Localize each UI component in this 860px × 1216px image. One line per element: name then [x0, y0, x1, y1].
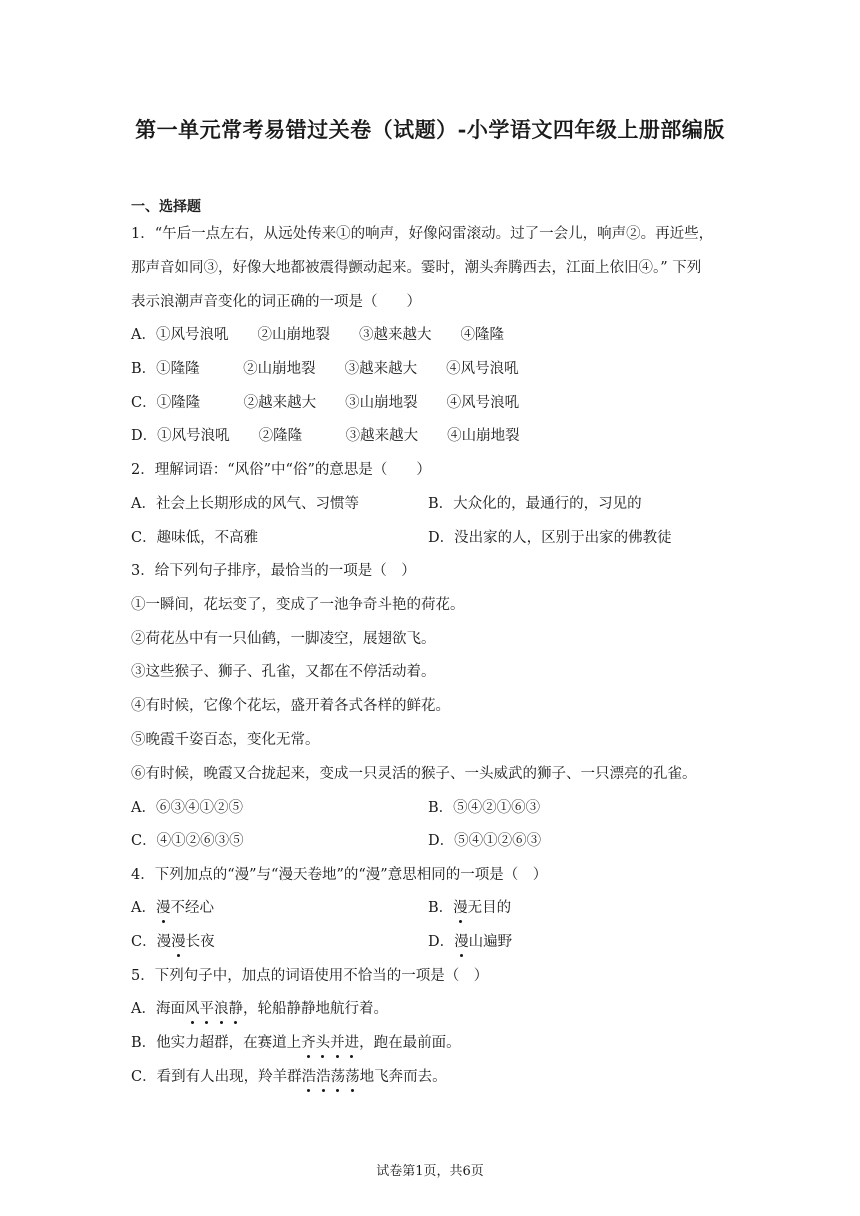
- option-prefix: D．: [428, 934, 455, 950]
- dotted-char: 漫: [171, 934, 186, 950]
- q3-sentence-2: ②荷花丛中有一只仙鹤，一脚凌空，展翅欲飞。: [131, 631, 436, 647]
- dotted-char: 漫: [453, 900, 468, 916]
- dotted-char: 头: [315, 1035, 331, 1051]
- dotted-char: 静: [228, 1001, 243, 1017]
- q4-option-b: [428, 898, 511, 918]
- dotted-char: 浩: [316, 1069, 331, 1085]
- q1-option-d: D．①风号浪吼 ②隆隆 ③越来越大 ④山崩地裂: [131, 428, 520, 444]
- q5-option-b: [131, 1033, 461, 1053]
- option-text: C．看到有人出现，羚羊群: [131, 1069, 302, 1085]
- option-text: ，跑在最前面。: [359, 1035, 461, 1051]
- option-prefix: A．: [131, 900, 156, 916]
- dotted-char: 风: [184, 1001, 200, 1017]
- q4-option-a: [131, 898, 214, 918]
- q3-sentence-3: ③这些猴子、狮子、孔雀，又都在不停活动着。: [131, 664, 436, 680]
- q3-option-a: A．⑥③④①②⑤: [131, 800, 243, 816]
- q2-option-b: B．大众化的，最通行的，习见的: [428, 496, 642, 512]
- q1-option-a: A．①风号浪吼 ②山崩地裂 ③越来越大 ④隆隆: [131, 327, 504, 343]
- dotted-char: 齐: [301, 1035, 316, 1051]
- page-title: 第一单元常考易错过关卷（试题）-小学语文四年级上册部编版: [135, 117, 725, 142]
- q4-option-c: [131, 932, 215, 952]
- q3-option-d: D．⑤④①②⑥③: [428, 833, 542, 849]
- page-footer: 试卷第1页，共6页: [376, 1164, 484, 1179]
- dotted-char: 并: [330, 1035, 345, 1051]
- option-text: 山遍野: [468, 934, 513, 950]
- option-text: 不经心: [170, 900, 214, 916]
- option-prefix: B．: [428, 900, 454, 916]
- dotted-char: 荡: [330, 1069, 346, 1085]
- q3-option-b: B．⑤④②①⑥③: [428, 800, 541, 816]
- q1-stem-line-3: 表示浪潮声音变化的词正确的一项是（ ）: [131, 294, 421, 310]
- dotted-char: 平: [199, 1001, 214, 1017]
- option-text: B．他实力超群，在赛道上: [131, 1035, 302, 1051]
- dotted-char: 漫: [454, 934, 469, 950]
- dotted-char: 荡: [345, 1069, 360, 1085]
- q1-option-c: C．①隆隆 ②越来越大 ③山崩地裂 ④风号浪吼: [131, 395, 520, 411]
- option-text: ，轮船静静地航行着。: [242, 1001, 388, 1017]
- option-text: 地飞奔而去。: [359, 1069, 447, 1085]
- q2-option-d: D．没出家的人，区别于出家的佛教徒: [428, 530, 672, 546]
- q4-stem: 4．下列加点的“漫”与“漫天卷地”的“漫”意思相同的一项是（ ）: [131, 867, 548, 883]
- q3-sentence-5: ⑤晚霞千姿百态，变化无常。: [131, 732, 320, 748]
- dotted-char: 漫: [155, 900, 171, 916]
- option-text: 无目的: [467, 900, 512, 916]
- section-heading: 一、选择题: [131, 199, 201, 215]
- q3-stem: 3．给下列句子排序，最恰当的一项是（ ）: [131, 563, 416, 579]
- option-text: A．海面: [131, 1001, 185, 1017]
- q1-stem-line-1: 1．“午后一点左右，从远处传来①的响声，好像闷雷滚动。过了一会儿，响声②。再近些，: [131, 226, 714, 242]
- q3-sentence-1: ①一瞬间，花坛变了，变成了一池争奇斗艳的荷花。: [131, 597, 465, 613]
- q1-stem-line-2: 那声音如同③，好像大地都被震得颤动起来。霎时，潮头奔腾西去，江面上依旧④。” 下列: [131, 260, 702, 276]
- q5-option-c: [131, 1067, 447, 1087]
- option-prefix: C．漫: [131, 934, 172, 950]
- q3-option-c: C．④①②⑥③⑤: [131, 833, 244, 849]
- q1-option-b: B．①隆隆 ②山崩地裂 ③越来越大 ④风号浪吼: [131, 361, 519, 377]
- q2-option-c: C．趣味低，不高雅: [131, 530, 259, 546]
- q5-option-a: [131, 999, 388, 1019]
- q2-stem: 2．理解词语：“风俗”中“俗”的意思是（ ）: [131, 462, 431, 478]
- q3-sentence-4: ④有时候，它像个花坛，盛开着各式各样的鲜花。: [131, 698, 450, 714]
- dotted-char: 进: [344, 1035, 360, 1051]
- dotted-char: 浩: [301, 1069, 317, 1085]
- q4-option-d: [428, 932, 512, 952]
- q3-sentence-6: ⑥有时候，晚霞又合拢起来，变成一只灵活的猴子、一头威武的狮子、一只漂亮的孔雀。: [131, 766, 697, 782]
- q2-option-a: A．社会上长期形成的风气、习惯等: [131, 496, 359, 512]
- dotted-char: 浪: [213, 1001, 229, 1017]
- q5-stem: 5．下列句子中，加点的词语使用不恰当的一项是（ ）: [131, 968, 489, 984]
- option-text: 长夜: [185, 934, 215, 950]
